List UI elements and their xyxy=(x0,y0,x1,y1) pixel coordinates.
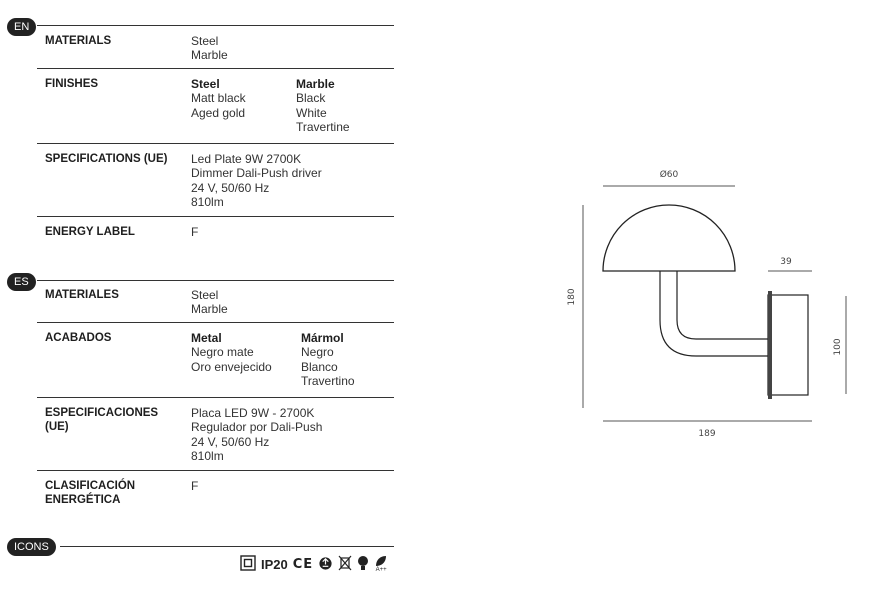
weee-bin-icon xyxy=(338,555,352,574)
value-line: Negro xyxy=(301,345,334,360)
row-value: F xyxy=(191,479,199,493)
value-line: Black xyxy=(296,91,326,106)
row-label: ACABADOS xyxy=(45,332,112,344)
finish-col-marmol xyxy=(301,331,355,388)
lamp-arm xyxy=(660,271,768,356)
finish-col-marble xyxy=(296,77,350,134)
value-line: Marble xyxy=(191,302,228,317)
row-value xyxy=(191,406,322,463)
value-line: Steel xyxy=(191,288,219,302)
row-label xyxy=(45,479,185,507)
table-row xyxy=(37,69,394,144)
value-line: Led Plate 9W 2700K xyxy=(191,152,302,166)
led-bulb-icon xyxy=(357,555,369,574)
dimension-diameter: Ø60 xyxy=(659,170,679,180)
label-line: ENERGÉTICA xyxy=(45,494,121,506)
value-line: Aged gold xyxy=(191,105,246,120)
value-line: Travertino xyxy=(301,373,355,388)
value-line: Marble xyxy=(191,48,228,63)
lang-tag-es: ES xyxy=(7,273,36,291)
table-row xyxy=(37,471,394,513)
certification-icons xyxy=(240,555,388,574)
lamp-shade xyxy=(603,205,735,271)
value-line: Dimmer Dali-Push driver xyxy=(191,166,322,181)
value-title: Marble xyxy=(296,77,335,91)
value-line: 810lm xyxy=(191,448,224,463)
value-line: Negro mate xyxy=(191,345,254,360)
spec-table-es xyxy=(37,280,394,513)
energy-class-icon xyxy=(374,555,388,574)
wall-base xyxy=(768,295,808,395)
table-row xyxy=(37,217,394,253)
value-line: Steel xyxy=(191,34,219,48)
table-row xyxy=(37,323,394,398)
recycle-icon xyxy=(318,556,333,574)
table-row xyxy=(37,280,394,323)
technical-drawing xyxy=(560,160,860,450)
finish-col-metal xyxy=(191,331,272,374)
ip-rating: IP20 xyxy=(261,557,288,572)
dimension-depth: 39 xyxy=(780,257,792,267)
ce-mark-icon: CE xyxy=(292,557,314,572)
table-row xyxy=(37,398,394,471)
spec-table-en xyxy=(37,26,394,253)
row-value xyxy=(191,34,228,63)
energy-sub-label: A++ xyxy=(375,567,387,573)
icons-tag: ICONS xyxy=(7,538,56,556)
wall-plate xyxy=(768,291,772,399)
double-insulation-icon xyxy=(240,555,256,574)
value-line: 810lm xyxy=(191,194,224,209)
dimension-width: 189 xyxy=(698,429,716,439)
dimension-base-height: 100 xyxy=(833,338,843,356)
table-row xyxy=(37,26,394,69)
table-row xyxy=(37,144,394,217)
value-line: White xyxy=(296,105,327,120)
value-title: Steel xyxy=(191,77,220,91)
row-label: FINISHES xyxy=(45,78,99,90)
label-line: (UE) xyxy=(45,421,69,433)
lamp-arm xyxy=(677,271,768,339)
value-title: Mármol xyxy=(301,331,344,345)
value-line: Blanco xyxy=(301,359,338,374)
row-label: ENERGY LABEL xyxy=(45,226,135,238)
row-value: F xyxy=(191,225,199,239)
value-line: 24 V, 50/60 Hz xyxy=(191,180,270,195)
row-value xyxy=(191,152,322,209)
value-line: Oro envejecido xyxy=(191,359,272,374)
label-line: CLASIFICACIÓN xyxy=(45,480,136,492)
row-value xyxy=(191,288,228,317)
value-line: 24 V, 50/60 Hz xyxy=(191,434,270,449)
value-title: Metal xyxy=(191,331,222,345)
row-label xyxy=(45,406,185,434)
dimension-height: 180 xyxy=(567,288,577,306)
value-line: Placa LED 9W - 2700K xyxy=(191,406,315,420)
row-label: SPECIFICATIONS (UE) xyxy=(45,153,168,165)
row-label: MATERIALS xyxy=(45,35,112,47)
value-line: Travertine xyxy=(296,119,350,134)
row-label: MATERIALES xyxy=(45,289,119,301)
label-line: ESPECIFICACIONES xyxy=(45,407,159,419)
value-line: Regulador por Dali-Push xyxy=(191,420,323,435)
section-divider xyxy=(60,546,394,547)
finish-col-steel xyxy=(191,77,246,120)
lang-tag-en: EN xyxy=(7,18,36,36)
value-line: Matt black xyxy=(191,91,246,106)
